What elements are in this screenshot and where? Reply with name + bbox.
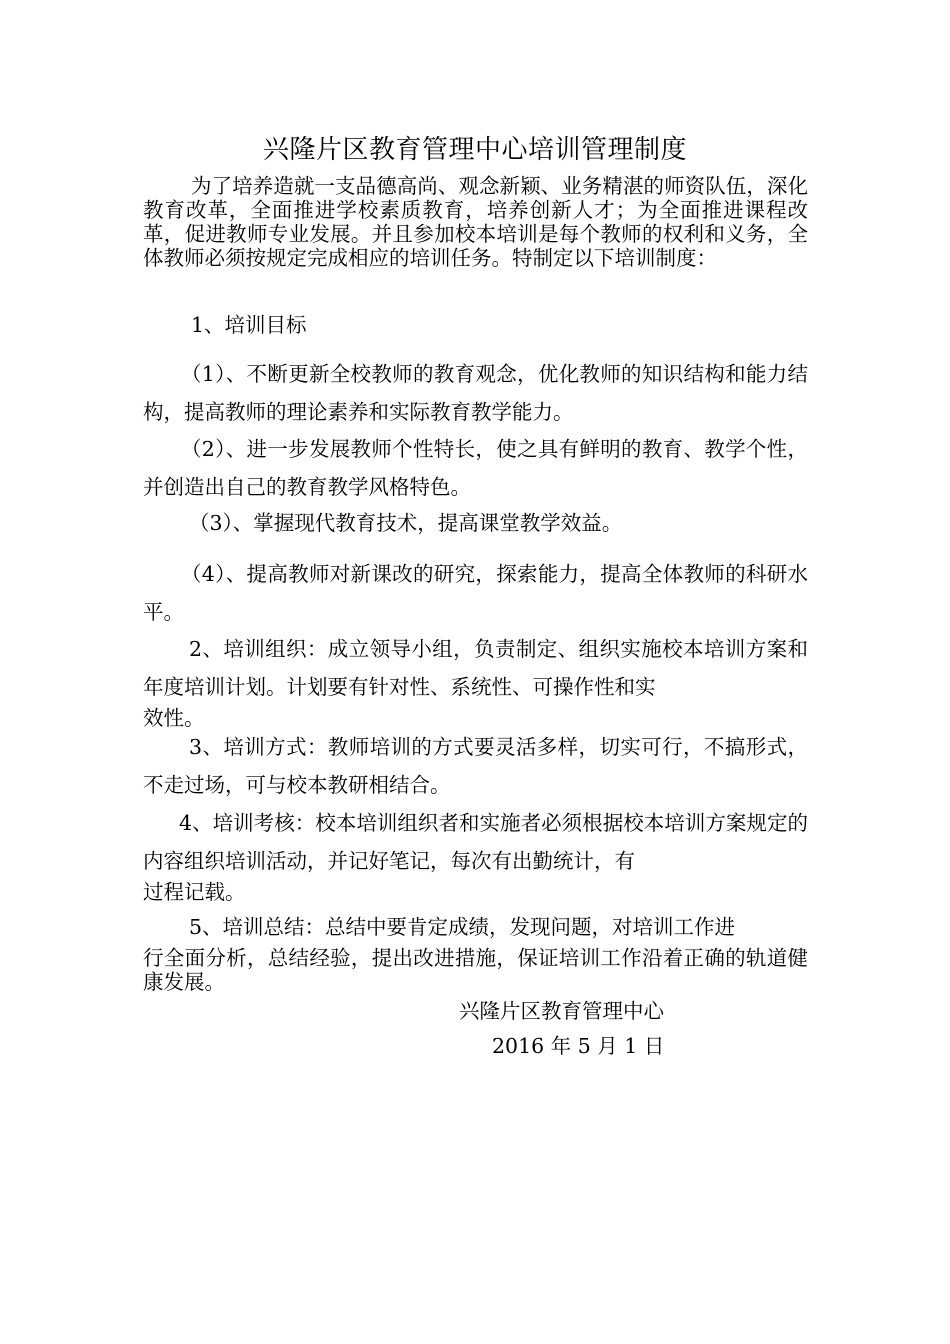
- goal-item-3: （3）、掌握现代教育技术，提高课堂教学效益。: [189, 511, 623, 535]
- section-organization-tail: 效性。: [143, 706, 205, 730]
- signature-organization: 兴隆片区教育管理中心: [459, 999, 664, 1023]
- section-summary-tail: 行全面分析，总结经验，提出改进措施，保证培训工作沿着正确的轨道健康发展。: [143, 946, 808, 994]
- section-summary: 5、培训总结：总结中要肯定成绩，发现问题，对培训工作进: [189, 915, 736, 939]
- section-assessment-tail: 过程记载。: [143, 880, 246, 904]
- section-heading-goals: 1、培训目标: [191, 313, 307, 337]
- section-organization: 2、培训组织：成立领导小组，负责制定、组织实施校本培训方案和年度培训计划。计划要有针对性、系统性、可操作性和实: [143, 637, 808, 699]
- goal-item-4: （4）、提高教师对新课改的研究，探索能力，提高全体教师的科研水平。: [143, 562, 808, 624]
- document-title: 兴隆片区教育管理中心培训管理制度: [262, 135, 687, 165]
- section-method: 3、培训方式：教师培训的方式要灵活多样，切实可行，不搞形式，不走过场，可与校本教研相结合。: [143, 735, 808, 797]
- intro-paragraph: 为了培养造就一支品德高尚、观念新颖、业务精湛的师资队伍，深化教育改革，全面推进学校素质教育，培养创新人才；为全面推进课程改革，促进教师专业发展。并且参加校本培训是每个教师的权利和义务，全体教师必须按规定完成相应的培训任务。特制定以下培训制度：: [143, 174, 808, 270]
- section-assessment: 4、培训考核：校本培训组织者和实施者必须根据校本培训方案规定的内容组织培训活动，并记好笔记，每次有出勤统计，有: [143, 811, 808, 873]
- goal-item-1: （1）、不断更新全校教师的教育观念，优化教师的知识结构和能力结构，提高教师的理论素养和实际教育教学能力。: [143, 362, 808, 424]
- signature-date: 2016 年 5 月 1 日: [492, 1034, 665, 1058]
- goal-item-2: （2）、进一步发展教师个性特长，使之具有鲜明的教育、教学个性，并创造出自己的教育教学风格特色。: [143, 437, 808, 499]
